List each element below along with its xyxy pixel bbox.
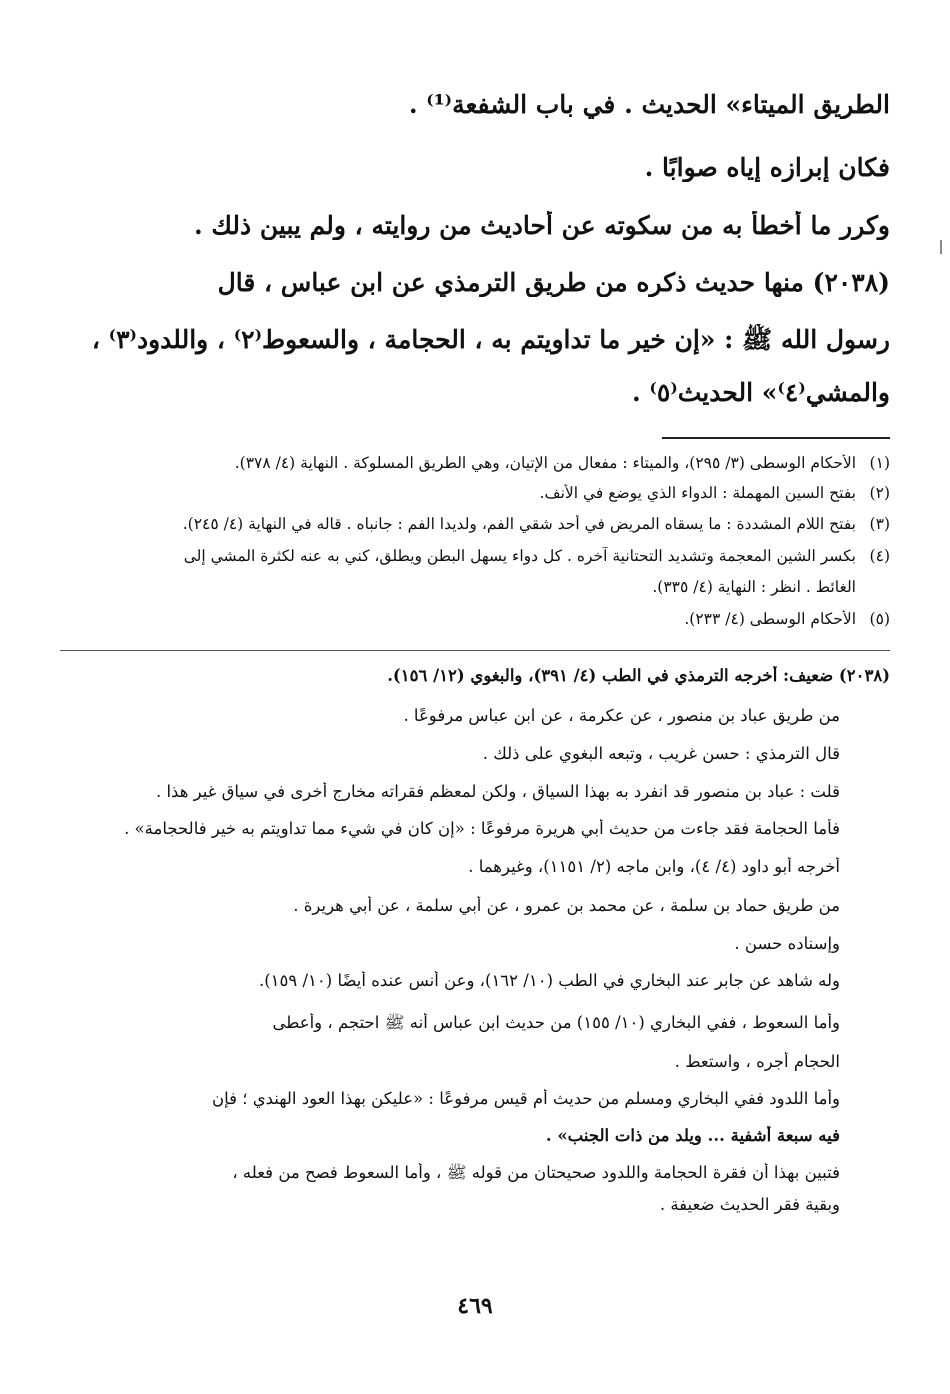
footnote-number: (٤) — [869, 547, 890, 565]
footnote-number: (٣) — [869, 515, 890, 533]
footnote-text: الأحكام الوسطى (٣/ ٢٩٥)، والميتاء : مفعال من الإتيان، وهي الطريق المسلوكة . النهاية (٤/ ٣٧٨). — [234, 454, 856, 472]
footnote-2 — [60, 484, 890, 502]
hadith-2038-line-2: رسول الله ﷺ : «إن خير ما تداويتم به ، الحجامة ، والسعوط⁽٢⁾ ، واللدود⁽٣⁾ ، — [91, 325, 890, 354]
main-line-2: فكان إبرازه إياه صوابًا . — [644, 153, 890, 182]
takhrij-line: قلت : عباد بن منصور قد انفرد به بهذا السياق ، ولكن لمعظم فقراته مخارج أخرى في سياق غير هذا . — [155, 782, 840, 801]
page-number: ٤٦٩ — [457, 1293, 493, 1319]
footnote-separator — [662, 437, 890, 439]
footnote-4 — [60, 547, 890, 565]
footnote-number: (١) — [869, 454, 890, 472]
takhrij-separator — [60, 650, 890, 651]
takhrij-line: فتبين بهذا أن فقرة الحجامة واللدود صحيحتان من قوله ﷺ ، وأما السعوط فصح من فعله ، — [232, 1163, 840, 1182]
main-line-3: وكرر ما أخطأ به من سكوته عن أحاديث من روايته ، ولم يبين ذلك . — [193, 211, 890, 240]
takhrij-line: فيه سبعة أشفية ... ويلد من ذات الجنب» . — [545, 1126, 840, 1145]
takhrij-line: وأما السعوط ، ففي البخاري (١٠/ ١٥٥) من حديث ابن عباس أنه ﷺ احتجم ، وأعطى — [272, 1013, 840, 1032]
footnote-text: الأحكام الوسطى (٤/ ٢٣٣). — [684, 610, 856, 628]
footnote-number: (٥) — [869, 610, 890, 628]
hadith-2038-line-3: والمشي⁽٤⁾» الحديث⁽٥⁾ . — [632, 378, 890, 407]
hadith-2038-line-1: (٢٠٣٨) منها حديث ذكره من طريق الترمذي عن ابن عباس ، قال — [217, 268, 890, 297]
footnote-3 — [60, 515, 890, 533]
footnote-text: بفتح اللام المشددة : ما يسقاه المريض في أحد شقي الفم، ولديدا الفم : جانباه . قاله في النهاية (٤/ ٢٤٥). — [182, 515, 856, 533]
takhrij-line: من طريق عباد بن منصور ، عن عكرمة ، عن ابن عباس مرفوعًا . — [403, 706, 840, 725]
footnote-4-continued: الغائط . انظر : النهاية (٤/ ٣٣٥). — [652, 578, 856, 596]
takhrij-line: وإسناده حسن . — [734, 934, 840, 953]
takhrij-line: الحجام أجره ، واستعط . — [674, 1052, 840, 1071]
takhrij-heading: (٢٠٣٨) ضعيف: أخرجه الترمذي في الطب (٤/ ٣٩١)، والبغوي (١٢/ ١٥٦). — [387, 666, 890, 685]
footnote-5 — [60, 610, 890, 628]
footnote-text: بفتح السين المهملة : الدواء الذي يوضع في الأنف. — [539, 484, 856, 502]
takhrij-line: من طريق حماد بن سلمة ، عن محمد بن عمرو ، عن أبي سلمة ، عن أبي هريرة . — [293, 896, 840, 915]
footnote-number: (٢) — [869, 484, 890, 502]
footnote-text: بكسر الشين المعجمة وتشديد التحتانية آخره . كل دواء يسهل البطن ويطلق، كني به عنه لكثرة المشي إلى — [183, 547, 856, 565]
main-line-1: الطريق الميتاء» الحديث . في باب الشفعة⁽¹⁾ . — [408, 90, 890, 119]
takhrij-line: فأما الحجامة فقد جاءت من حديث أبي هريرة مرفوعًا : «إن كان في شيء مما تداويتم به خير فالحجامة» . — [124, 819, 840, 838]
takhrij-line: أخرجه أبو داود (٤/ ٤)، وابن ماجه (٢/ ١١٥١)، وغيرهما . — [468, 857, 840, 876]
scan-mark — [940, 240, 942, 254]
takhrij-line: قال الترمذي : حسن غريب ، وتبعه البغوي على ذلك . — [482, 744, 840, 763]
takhrij-line: وأما اللدود ففي البخاري ومسلم من حديث أم قيس مرفوعًا : «عليكن بهذا العود الهندي ؛ فإن — [211, 1089, 840, 1108]
takhrij-line: وله شاهد عن جابر عند البخاري في الطب (١٠/ ١٦٢)، وعن أنس عنده أيضًا (١٠/ ١٥٩). — [258, 971, 840, 990]
takhrij-line: وبقية فقر الحديث ضعيفة . — [659, 1195, 840, 1214]
footnote-1 — [60, 454, 890, 472]
